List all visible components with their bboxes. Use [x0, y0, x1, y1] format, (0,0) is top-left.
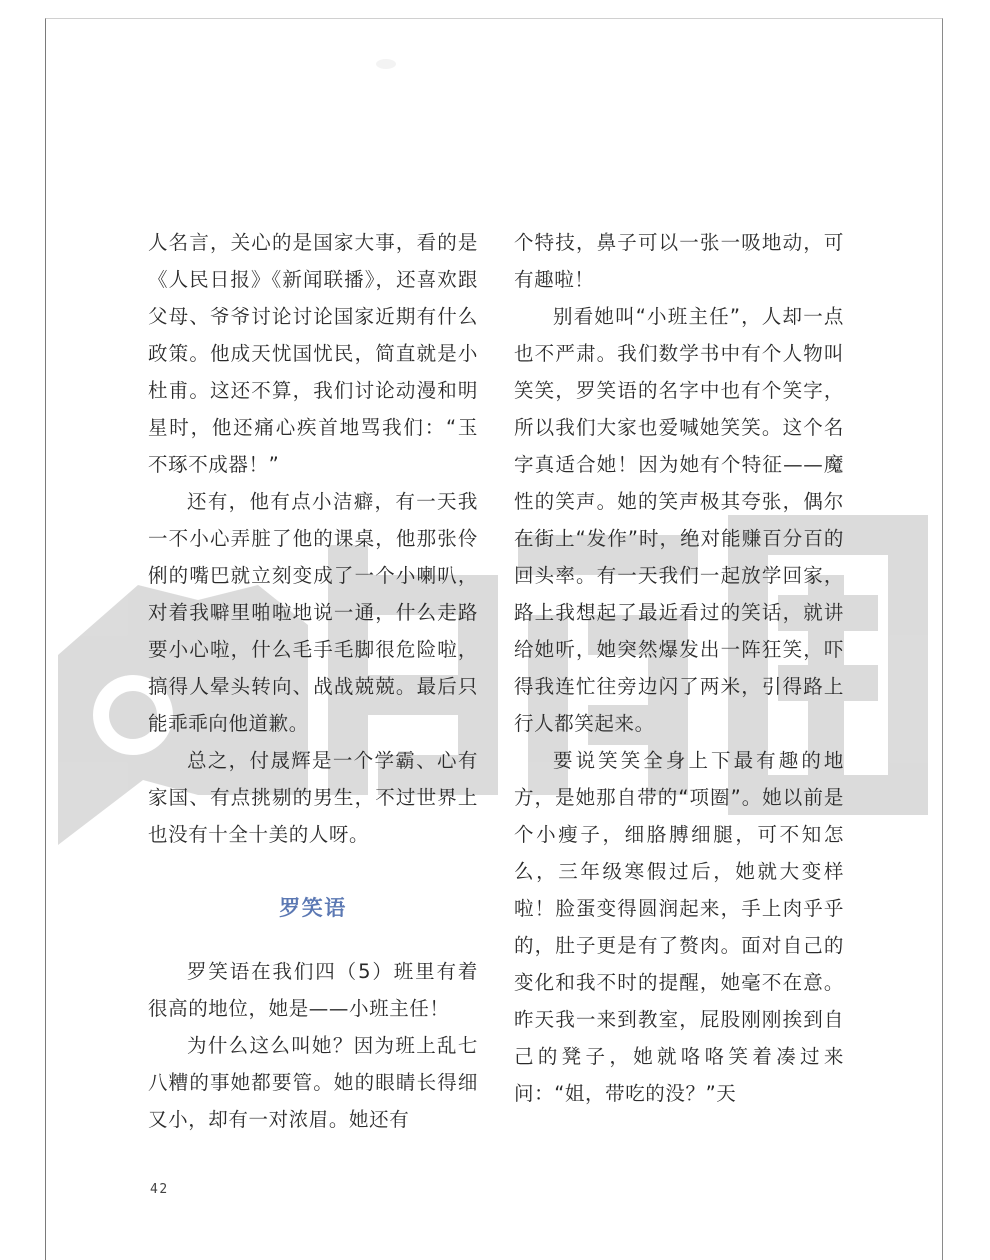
left-text-column — [148, 224, 478, 1138]
paragraph: 个特技，鼻子可以一张一吸地动，可有趣啦！ — [514, 231, 844, 291]
paragraph: 罗笑语在我们四（5）班里有着很高的地位，她是——小班主任！ — [148, 960, 478, 1020]
paragraph: 还有，他有点小洁癖，有一天我一不小心弄脏了他的课桌，他那张伶俐的嘴巴就立刻变成了一个小喇叭，对着我噼里啪啦地说一通，什么走路要小心啦，什么毛手毛脚很危险啦，搞得人晕头转向、战战兢兢。最后只能乖乖向他道歉。 — [148, 490, 478, 735]
paragraph: 为什么这么叫她？因为班上乱七八糟的事她都要管。她的眼睛长得细又小，却有一对浓眉。她还有 — [148, 1034, 478, 1131]
paper-smudge — [376, 59, 396, 69]
paragraph: 总之，付晟辉是一个学霸、心有家国、有点挑剔的男生，不过世界上也没有十全十美的人呀。 — [148, 749, 478, 846]
paragraph: 人名言，关心的是国家大事，看的是《人民日报》《新闻联播》，还喜欢跟父母、爷爷讨论讨论国家近期有什么政策。他成天忧国忧民，简直就是小杜甫。这还不算，我们讨论动漫和明星时，他还痛心疾首地骂我们：“玉不琢不成器！” — [148, 231, 478, 476]
page-number: 42 — [150, 1182, 169, 1197]
right-text-column — [514, 224, 844, 1112]
paragraph: 要说笑笑全身上下最有趣的地方，是她那自带的“项圈”。她以前是个小瘦子，细胳膊细腿，可不知怎么，三年级寒假过后，她就大变样啦！脸蛋变得圆润起来，手上肉乎乎的，肚子更是有了赘肉。面对自己的变化和我不时的提醒，她毫不在意。昨天我一来到教室，屁股刚刚挨到自己的凳子，她就咯咯笑着凑过来问：“姐，带吃的没？”天 — [514, 749, 844, 1105]
paragraph: 别看她叫“小班主任”，人却一点也不严肃。我们数学书中有个人物叫笑笑，罗笑语的名字中也有个笑字，所以我们大家也爱喊她笑笑。这个名字真适合她！因为她有个特征——魔性的笑声。她的笑声极其夸张，偶尔在街上“发作”时，绝对能赚百分百的回头率。有一天我们一起放学回家，路上我想起了最近看过的笑话，就讲给她听，她突然爆发出一阵狂笑，吓得我连忙往旁边闪了两米，引得路上行人都笑起来。 — [514, 305, 844, 735]
section-title: 罗笑语 — [279, 896, 347, 920]
